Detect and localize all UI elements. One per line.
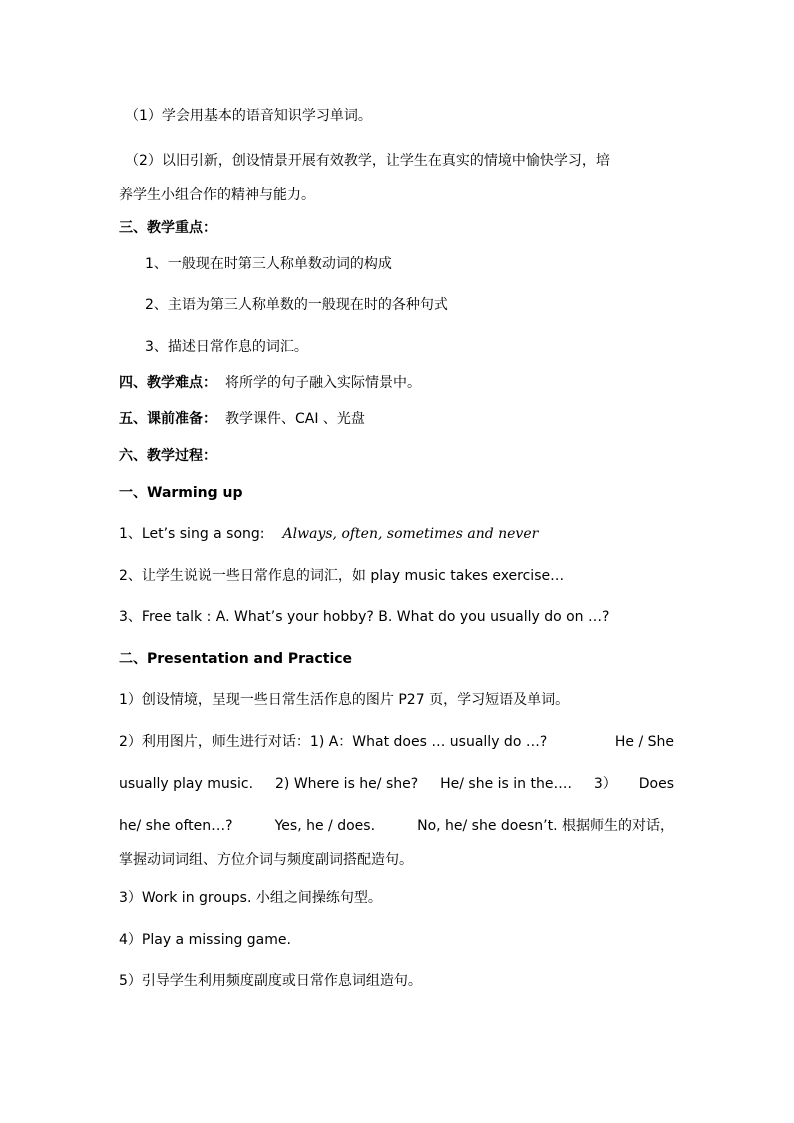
preparation-heading: 五、课前准备： [119,411,217,427]
presentation-item-4: 4）Play a missing game. [119,932,291,948]
dialogue-line-2-part-2: 2) Where is he/ she? [275,776,419,792]
warming-up-item-3: 3、Free talk : A. What’s your hobby? B. What do you usually do on …? [119,609,610,625]
presentation-heading: 二、Presentation and Practice [119,651,353,667]
preparation-row [119,409,365,429]
presentation-item-2-line-3 [119,816,674,836]
difficulty-text: 将所学的句子融入实际情景中。 [225,375,421,391]
key-points-heading: 三、教学重点： [119,220,217,236]
dialogue-line-3-part-1: he/ she often…? [119,818,233,834]
difficulty-heading: 四、教学难点： [119,375,217,391]
dialogue-prompt: 2）利用图片，师生进行对话：1) A：What does … usually do …? [119,734,548,750]
dialogue-line-2-part-5: Does [638,776,674,792]
warming-up-item-1-prefix: 1、Let’s sing a song: [119,526,265,542]
song-title: Always, often, sometimes and never [282,526,539,542]
key-point-item-2: 2、主语为第三人称单数的一般现在时的各种句式 [145,297,448,313]
dialogue-line-2-part-3: He/ she is in the…. [440,776,572,792]
key-point-item-3: 3、描述日常作息的词汇。 [145,339,308,355]
objective-item-2-line-1: （2）以旧引新，创设情景开展有效教学，让学生在真实的情境中愉快学习，培 [125,153,610,169]
difficulty-row [119,373,421,393]
warming-up-item-1 [119,524,538,544]
preparation-text: 教学课件、CAI 、光盘 [225,411,365,427]
presentation-item-2-line-2 [119,774,674,794]
process-heading: 六、教学过程： [119,448,217,464]
dialogue-line-3-part-2: Yes, he / does. [274,818,376,834]
presentation-item-5: 5）引导学生利用频度副度或日常作息词组造句。 [119,973,422,989]
presentation-item-1: 1）创设情境，呈现一些日常生活作息的图片 P27 页，学习短语及单词。 [119,692,570,708]
dialogue-answer-start: He / She [614,734,674,750]
presentation-item-2-line-1 [119,732,674,752]
presentation-item-2-line-4: 掌握动词词组、方位介词与频度副词搭配造句。 [119,852,413,868]
objective-item-2-line-2: 养学生小组合作的精神与能力。 [119,187,315,203]
dialogue-line-2-part-4: 3） [593,776,617,792]
presentation-item-3: 3）Work in groups. 小组之间操练句型。 [119,890,382,906]
dialogue-line-2-part-1: usually play music. [119,776,254,792]
warming-up-item-2: 2、让学生说说一些日常作息的词汇，如 play music takes exercise… [119,568,565,584]
key-point-item-1: 1、一般现在时第三人称单数动词的构成 [145,256,392,272]
warming-up-heading: 一、Warming up [119,485,243,501]
objective-item-1: （1）学会用基本的语音知识学习单词。 [125,108,372,124]
dialogue-line-3-part-3: No, he/ she doesn’t. 根据师生的对话， [417,818,674,834]
